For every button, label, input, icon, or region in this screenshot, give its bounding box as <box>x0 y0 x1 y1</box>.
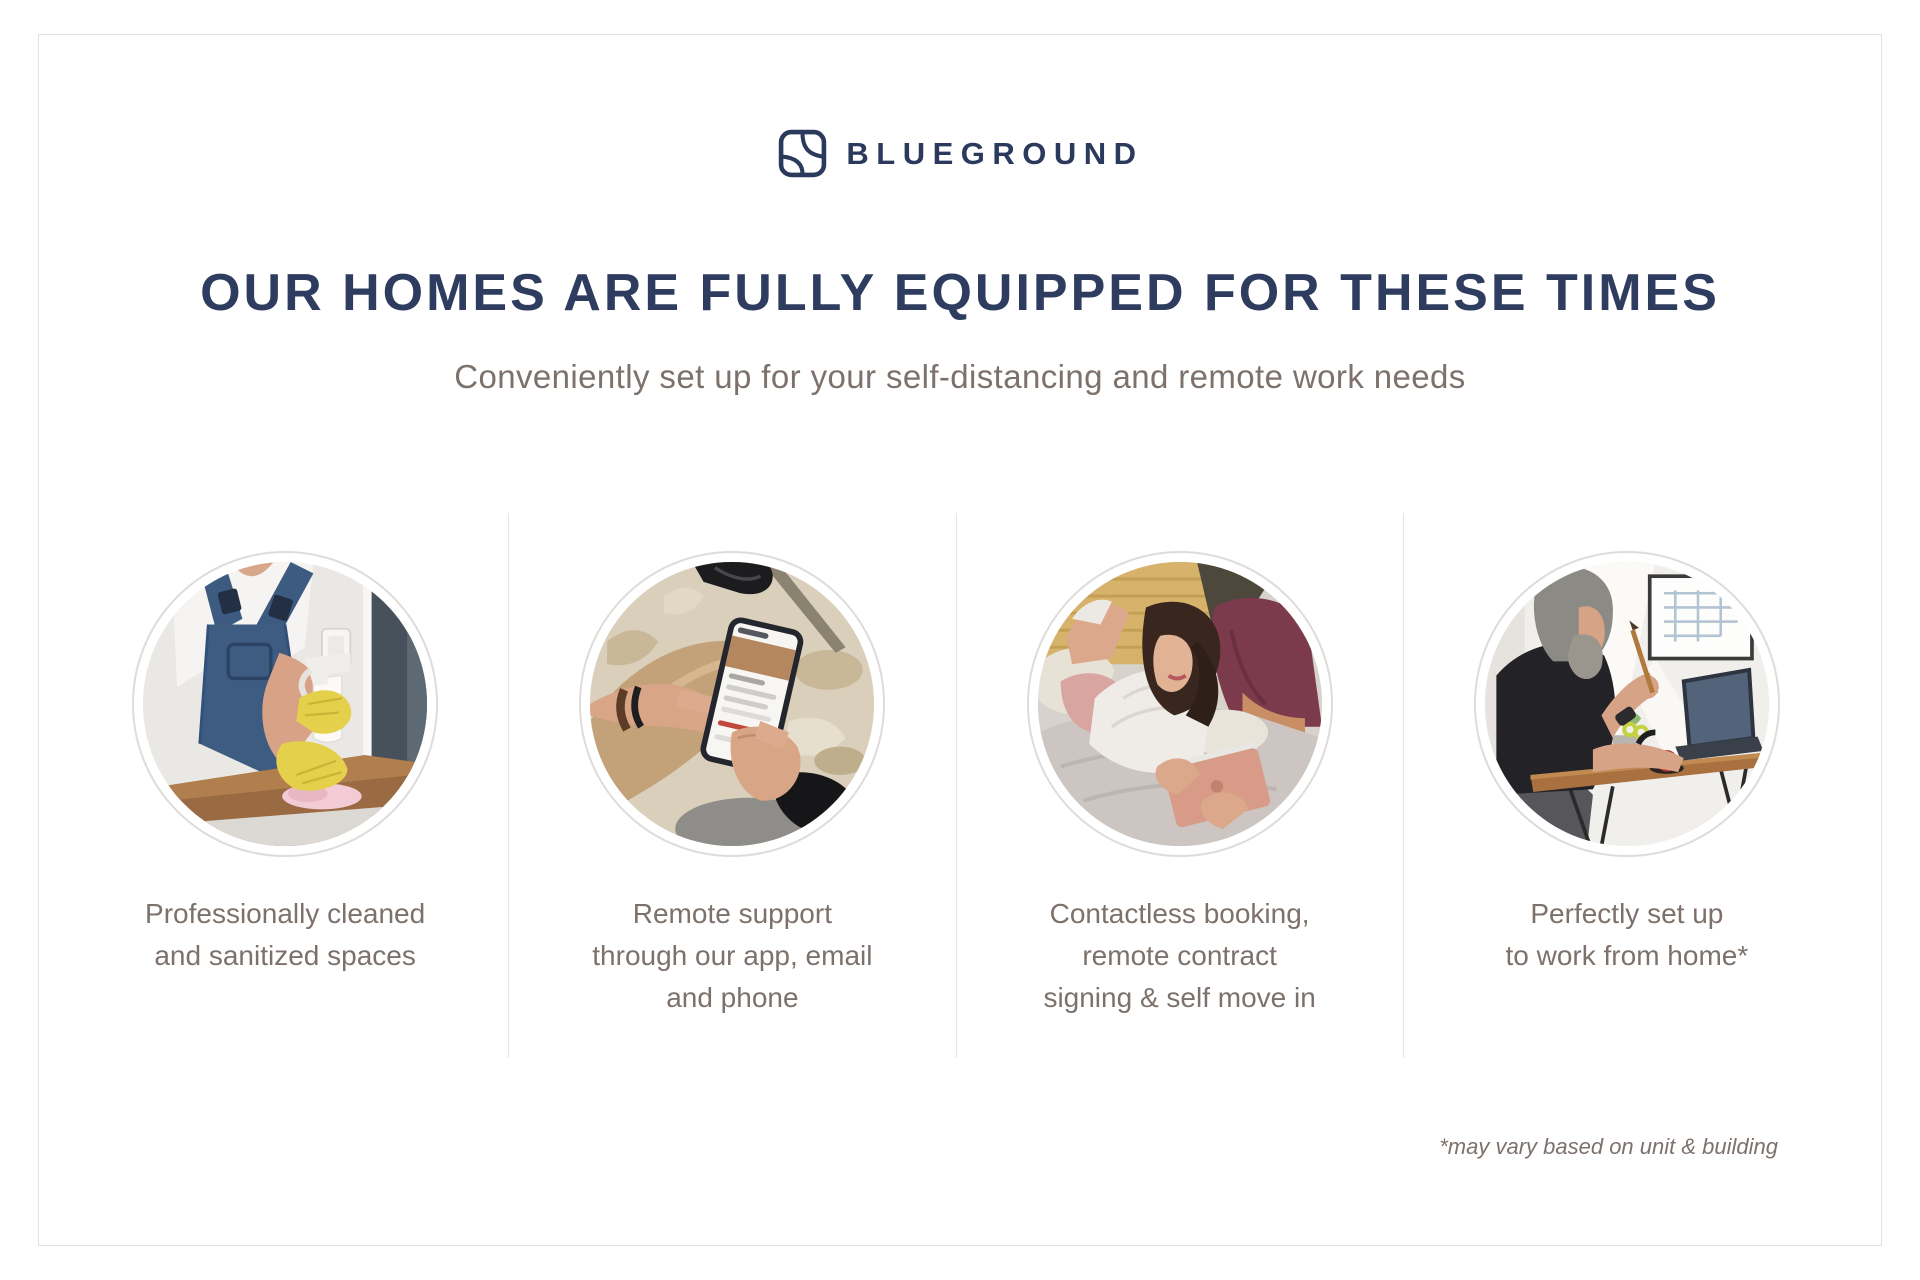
feature-cleaning <box>62 513 508 1058</box>
caption-line: and sanitized spaces <box>154 940 416 971</box>
caption-line: Professionally cleaned <box>145 898 426 929</box>
tablet-photo-illustration <box>1038 562 1322 846</box>
caption-line: signing & self move in <box>1043 982 1316 1013</box>
caption-line: Perfectly set up <box>1530 898 1724 929</box>
app-photo-illustration <box>590 562 874 846</box>
features-row <box>62 513 1850 1058</box>
page-subtitle: Conveniently set up for your self-distancing and remote work needs <box>454 358 1466 395</box>
caption-line: to work from home* <box>1505 940 1749 971</box>
footnote: *may vary based on unit & building <box>1439 1134 1778 1159</box>
caption-line: remote contract <box>1082 940 1277 971</box>
desk-photo-illustration <box>1485 562 1769 846</box>
caption-line: Contactless booking, <box>1049 898 1310 929</box>
feature-photo-desk <box>1485 562 1769 846</box>
feature-photo-ring <box>579 551 885 857</box>
feature-caption-cleaning <box>145 893 425 977</box>
feature-work-from-home <box>1403 513 1850 1058</box>
feature-remote-support <box>508 513 955 1058</box>
caption-line: through our app, email <box>592 940 873 971</box>
feature-photo-cleaning <box>143 562 427 846</box>
feature-caption-work-from-home <box>1506 893 1749 977</box>
caption-line: Remote support <box>632 898 832 929</box>
brand-name: BLUEGROUND <box>846 135 1144 171</box>
feature-photo-tablet <box>1038 562 1322 846</box>
cleaning-photo-illustration <box>143 562 427 846</box>
feature-photo-ring <box>1474 551 1780 857</box>
feature-caption-contactless <box>1043 893 1315 1019</box>
feature-photo-ring <box>132 551 438 857</box>
page-title: OUR HOMES ARE FULLY EQUIPPED FOR THESE TIMES <box>200 264 1720 322</box>
caption-line: and phone <box>666 982 799 1013</box>
feature-caption-remote-support <box>592 893 872 1019</box>
feature-photo-ring <box>1027 551 1333 857</box>
feature-photo-app <box>590 562 874 846</box>
feature-contactless-booking <box>956 513 1403 1058</box>
brand-logo-lockup <box>0 128 1920 179</box>
blueground-logo-icon <box>776 128 829 179</box>
